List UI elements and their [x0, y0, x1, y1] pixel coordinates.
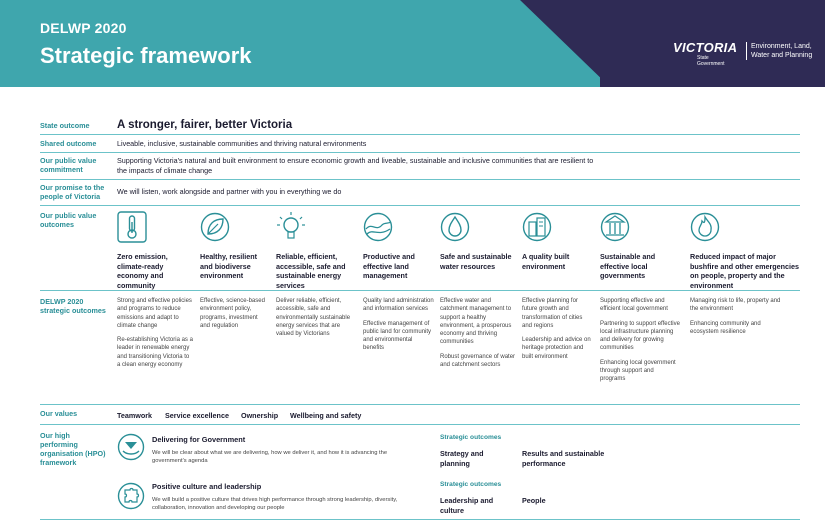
outcome-title: Productive and effective land management: [363, 252, 415, 280]
flame-icon: [690, 211, 720, 243]
department-name: Environment, Land, Water and Planning: [746, 42, 816, 60]
strategic-outcome-text: [200, 297, 268, 336]
strategic-outcome-text: [600, 297, 680, 390]
hpo-outcome: Leadership and culture: [440, 496, 494, 515]
divider: [40, 134, 800, 135]
hpo-item-desc: We will be clear about what we are delivering, how we deliver it, and how it is advancing the government's agenda: [152, 450, 388, 464]
divider: [40, 205, 800, 206]
strategic-outcome-item: Leadership and advice on heritage protection and built environment: [522, 337, 591, 360]
water-drop-icon: [440, 211, 470, 243]
page-title: Strategic framework: [40, 43, 252, 68]
hpo-outcome: Results and sustainable performance: [522, 449, 605, 468]
strategic-outcome-item: Robust governance of water and catchment sectors: [440, 353, 516, 369]
strategic-outcome-item: Effective planning for future growth and transformation of cities and regions: [522, 298, 583, 329]
buildings-icon: [522, 211, 552, 243]
column-icon: [600, 211, 630, 243]
strategic-outcome-item: Effective management of public land for community and environmental benefits: [363, 320, 432, 352]
logo-word: VICTORIA: [673, 40, 738, 55]
strategic-outcome-text: [276, 297, 356, 344]
divider: [40, 290, 800, 291]
divider: [40, 424, 800, 425]
puzzle-icon: [117, 482, 145, 510]
value-item: Service excellence: [165, 411, 229, 420]
strategic-outcome-text: [690, 297, 790, 342]
strategic-outcome-text: [117, 297, 193, 375]
value-item: Ownership: [241, 411, 279, 420]
header-banner: [0, 0, 825, 87]
delivery-icon: [117, 433, 145, 461]
strategic-outcome-item: Supporting effective and efficient local government: [600, 298, 668, 313]
outcome-title: Zero emission, climate-ready economy and community: [117, 252, 168, 290]
strategic-outcome-item: Enhancing community and ecosystem resilience: [690, 320, 761, 335]
hpo-label: Our high performing organisation (HPO) framework: [40, 431, 106, 467]
hpo-item-title: Positive culture and leadership: [152, 482, 262, 491]
public-value-commitment-label: Our public value commitment: [40, 156, 97, 174]
divider: [40, 179, 800, 180]
strategic-outcome-item: Managing risk to life, property and the environment: [690, 298, 781, 313]
outcome-title: Reduced impact of major bushfire and other emergencies on people, property and the environment: [690, 252, 800, 290]
promise-value: We will listen, work alongside and partner with you in everything we do: [117, 187, 342, 196]
state-outcome-value: A stronger, fairer, better Victoria: [117, 119, 293, 131]
state-outcome-label: State outcome: [40, 121, 90, 130]
public-value-outcomes-label: Our public value outcomes: [40, 211, 97, 229]
value-item: Wellbeing and safety: [290, 411, 362, 420]
shared-outcome-label: Shared outcome: [40, 139, 97, 148]
strategic-outcome-text: [522, 297, 594, 367]
hpo-strategic-outcomes-label: Strategic outcomes: [440, 434, 502, 441]
outcome-title: Safe and sustainable water resources: [440, 252, 512, 271]
hpo-strategic-outcomes-label: Strategic outcomes: [440, 481, 502, 488]
strategic-outcome-item: Enhancing local government through support and programs: [600, 359, 676, 383]
leaf-icon: [200, 211, 230, 243]
strategic-outcome-item: Effective water and catchment management to support a healthy environment, a prosperous economy and thriving communities: [440, 298, 512, 346]
strategic-outcome-text: [440, 297, 516, 375]
outcome-title: Healthy, resilient and biodiverse environment: [200, 252, 257, 280]
divider: [40, 152, 800, 153]
strategic-outcome-item: Effective, science-based environment policy, programs, investment and regulation: [200, 298, 265, 329]
strategic-outcomes-label: DELWP 2020 strategic outcomes: [40, 297, 106, 315]
outcome-title: Sustainable and effective local governments: [600, 252, 656, 280]
divider: [40, 519, 800, 520]
outcome-title: A quality built environment: [522, 252, 570, 271]
strategic-outcome-item: Quality land administration and information services: [363, 298, 434, 313]
promise-label: Our promise to the people of Victoria: [40, 183, 105, 201]
values-label: Our values: [40, 409, 78, 418]
strategic-outcome-item: Re-establishing Victoria as a leader in renewable energy and transitioning Victoria to a clean energy economy: [117, 337, 193, 369]
hpo-item-desc: We will build a positive culture that drives high performance through strong leadership, diversity, collaboration, innovation and developing our people: [152, 497, 398, 511]
hpo-item-title: Delivering for Government: [152, 435, 246, 444]
public-value-commitment-value: Supporting Victoria's natural and built environment to ensure economic growth and liveable, sustainable and inclusive communities that are resilient to the impacts of climate change: [117, 156, 594, 175]
strategic-outcome-item: Deliver reliable, efficient, accessible, safe and environmentally sustainable energy services that are valued by Victorians: [276, 298, 351, 338]
strategic-outcome-item: Partnering to support effective local infrastructure planning and delivery for growing communities: [600, 320, 680, 352]
strategic-outcome-text: [363, 297, 435, 359]
hpo-outcome: Strategy and planning: [440, 449, 484, 468]
hpo-outcome: People: [522, 496, 546, 505]
page-supertitle: DELWP 2020: [40, 20, 127, 36]
strategic-outcome-item: Strong and effective policies and programs to reduce emissions and adapt to climate change: [117, 298, 192, 329]
land-icon: [363, 211, 393, 243]
divider: [40, 404, 800, 405]
logo-subtext: State Government: [697, 55, 725, 67]
shared-outcome-value: Liveable, inclusive, sustainable communities and thriving natural environments: [117, 139, 367, 148]
outcome-title: Reliable, efficient, accessible, safe and sustainable energy services: [276, 252, 346, 290]
lightbulb-icon: [276, 211, 306, 243]
value-item: Teamwork: [117, 411, 153, 420]
victoria-logo: [673, 40, 738, 67]
thermometer-icon: [117, 211, 147, 243]
